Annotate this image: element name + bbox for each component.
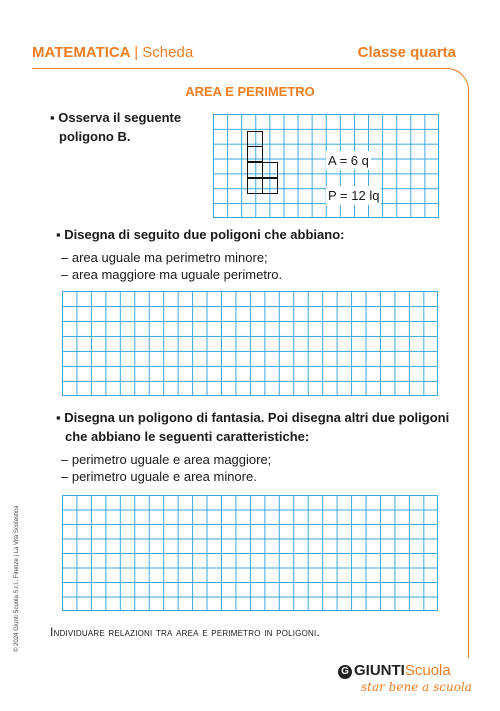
exercise2-text: ▪ Disegna di seguito due poligoni che abbiano:	[56, 227, 345, 242]
polygon-cell	[262, 162, 278, 178]
exercise2-option2: – area maggiore ma uguale perimetro.	[61, 267, 283, 282]
learning-objective-text: Individuare relazioni tra area e perimetro in poligoni.	[50, 625, 320, 639]
logo-brand2: Scuola	[404, 662, 451, 679]
polygon-b	[247, 131, 287, 201]
polygon-cell	[247, 178, 263, 194]
perimeter-value: P = 12 lq	[328, 188, 380, 203]
exercise2-instruction: Disegna di seguito due poligoni che abbiano:	[64, 227, 345, 242]
exercise1-line2: poligono B.	[59, 129, 131, 144]
exercise3-text: ▪ Disegna un poligono di fantasia. Poi disegna altri due poligoni che abbiano le seguenti caratteristiche:	[56, 410, 450, 444]
drawing-grid-2	[62, 495, 438, 611]
area-value: A = 6 q	[328, 153, 369, 168]
exercise1-text: ▪ Osserva il seguente poligono B.	[50, 110, 182, 144]
polygon-cell	[247, 162, 263, 178]
sheet-label: Scheda	[142, 44, 194, 61]
exercise1-line1: Osserva il seguente	[58, 110, 182, 125]
header-separator: |	[134, 44, 139, 61]
polygon-cell	[247, 131, 263, 147]
copyright-text: © 2024 Giunti Scuola S.r.l., Firenze | La Vita Scolastica	[14, 505, 20, 652]
exercise3-line2: che abbiano le seguenti caratteristiche:	[65, 429, 310, 444]
logo-brand: GIUNTI	[354, 662, 405, 679]
grade-label: Classe quarta	[357, 44, 456, 61]
subject-label: MATEMATICA	[32, 44, 131, 61]
header-subject	[32, 44, 193, 61]
exercise2-option1: – area uguale ma perimetro minore;	[61, 250, 268, 265]
giunti-logo	[338, 662, 451, 679]
page-title: AREA E PERIMETRO	[185, 84, 315, 99]
logo-slogan: star bene a scuola	[361, 680, 472, 694]
polygon-cell	[247, 146, 263, 162]
exercise3-option1: – perimetro uguale e area maggiore;	[61, 452, 272, 467]
learning-objective	[50, 625, 320, 639]
exercise3-line1: Disegna un poligono di fantasia. Poi disegna altri due poligoni	[64, 410, 450, 425]
exercise3-option2: – perimetro uguale e area minore.	[61, 469, 257, 484]
logo-icon: G	[338, 665, 352, 679]
drawing-grid-1	[62, 291, 438, 396]
polygon-cell	[262, 178, 278, 194]
